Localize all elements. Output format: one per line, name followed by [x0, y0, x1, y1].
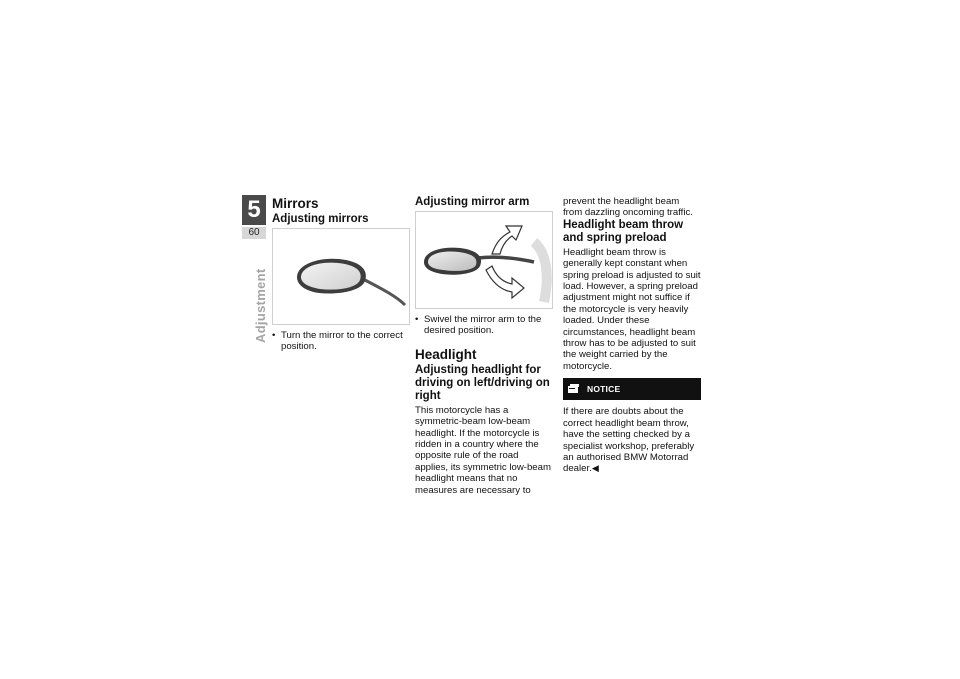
notice-label: NOTICE	[587, 384, 621, 395]
bullet-swivel-mirror-arm: • Swivel the mirror arm to the desired position.	[415, 314, 553, 337]
section-title-headlight: Headlight	[415, 346, 477, 362]
mirror-image	[273, 229, 409, 324]
pointing-hand-icon	[567, 383, 581, 395]
end-of-section-marker: ◀	[591, 463, 599, 474]
rotate-down-arrow-icon	[486, 266, 524, 298]
column-3	[563, 196, 701, 475]
chapter-title-vertical: Adjustment	[253, 268, 268, 343]
chapter-number-tab: 5	[242, 195, 266, 225]
subsection-title-adjusting-mirrors: Adjusting mirrors	[272, 213, 369, 225]
mirror-arm-image	[416, 212, 552, 308]
subsection-title-adjusting-mirror-arm: Adjusting mirror arm	[415, 196, 530, 208]
mirror-arm-illustration	[415, 211, 553, 309]
mirror-illustration	[272, 228, 410, 325]
column-2	[415, 196, 553, 496]
bullet-turn-mirror: • Turn the mirror to the correct position.	[272, 330, 410, 353]
page-number: 60	[242, 227, 266, 239]
notice-text-content: If there are doubts about the correct headlight beam throw, have the setting checked by a specialist workshop, preferably an authorised BMW Motorrad dealer.	[563, 406, 695, 475]
body-continued-dazzling: prevent the headlight beam from dazzling oncoming traffic.	[563, 196, 693, 219]
rotate-up-arrow-icon	[492, 226, 522, 254]
body-beam-throw: Headlight beam throw is generally kept constant when spring preload is adjusted to suit load. However, a spring preload adjustment might not suffice if the motorcycle is very heavily loaded. Under these circumstances, headlight beam throw has to be adjusted to suit the weight carried by the motorcycle.	[563, 246, 701, 372]
notice-text	[563, 406, 701, 474]
notice-banner	[563, 378, 701, 400]
subsection-title-beam-throw: Headlight beam throw and spring preload	[563, 218, 684, 244]
subsection-title-left-right-driving: Adjusting headlight for driving on left/driving on right	[415, 363, 550, 402]
section-title-mirrors: Mirrors	[272, 196, 319, 211]
column-1	[272, 196, 410, 353]
body-headlight-symmetric: This motorcycle has a symmetric-beam low-beam headlight. If the motorcycle is ridden in a country where the opposite rule of the road applies, its symmetric low-beam headlight means that no measures are necessary to	[415, 404, 551, 496]
